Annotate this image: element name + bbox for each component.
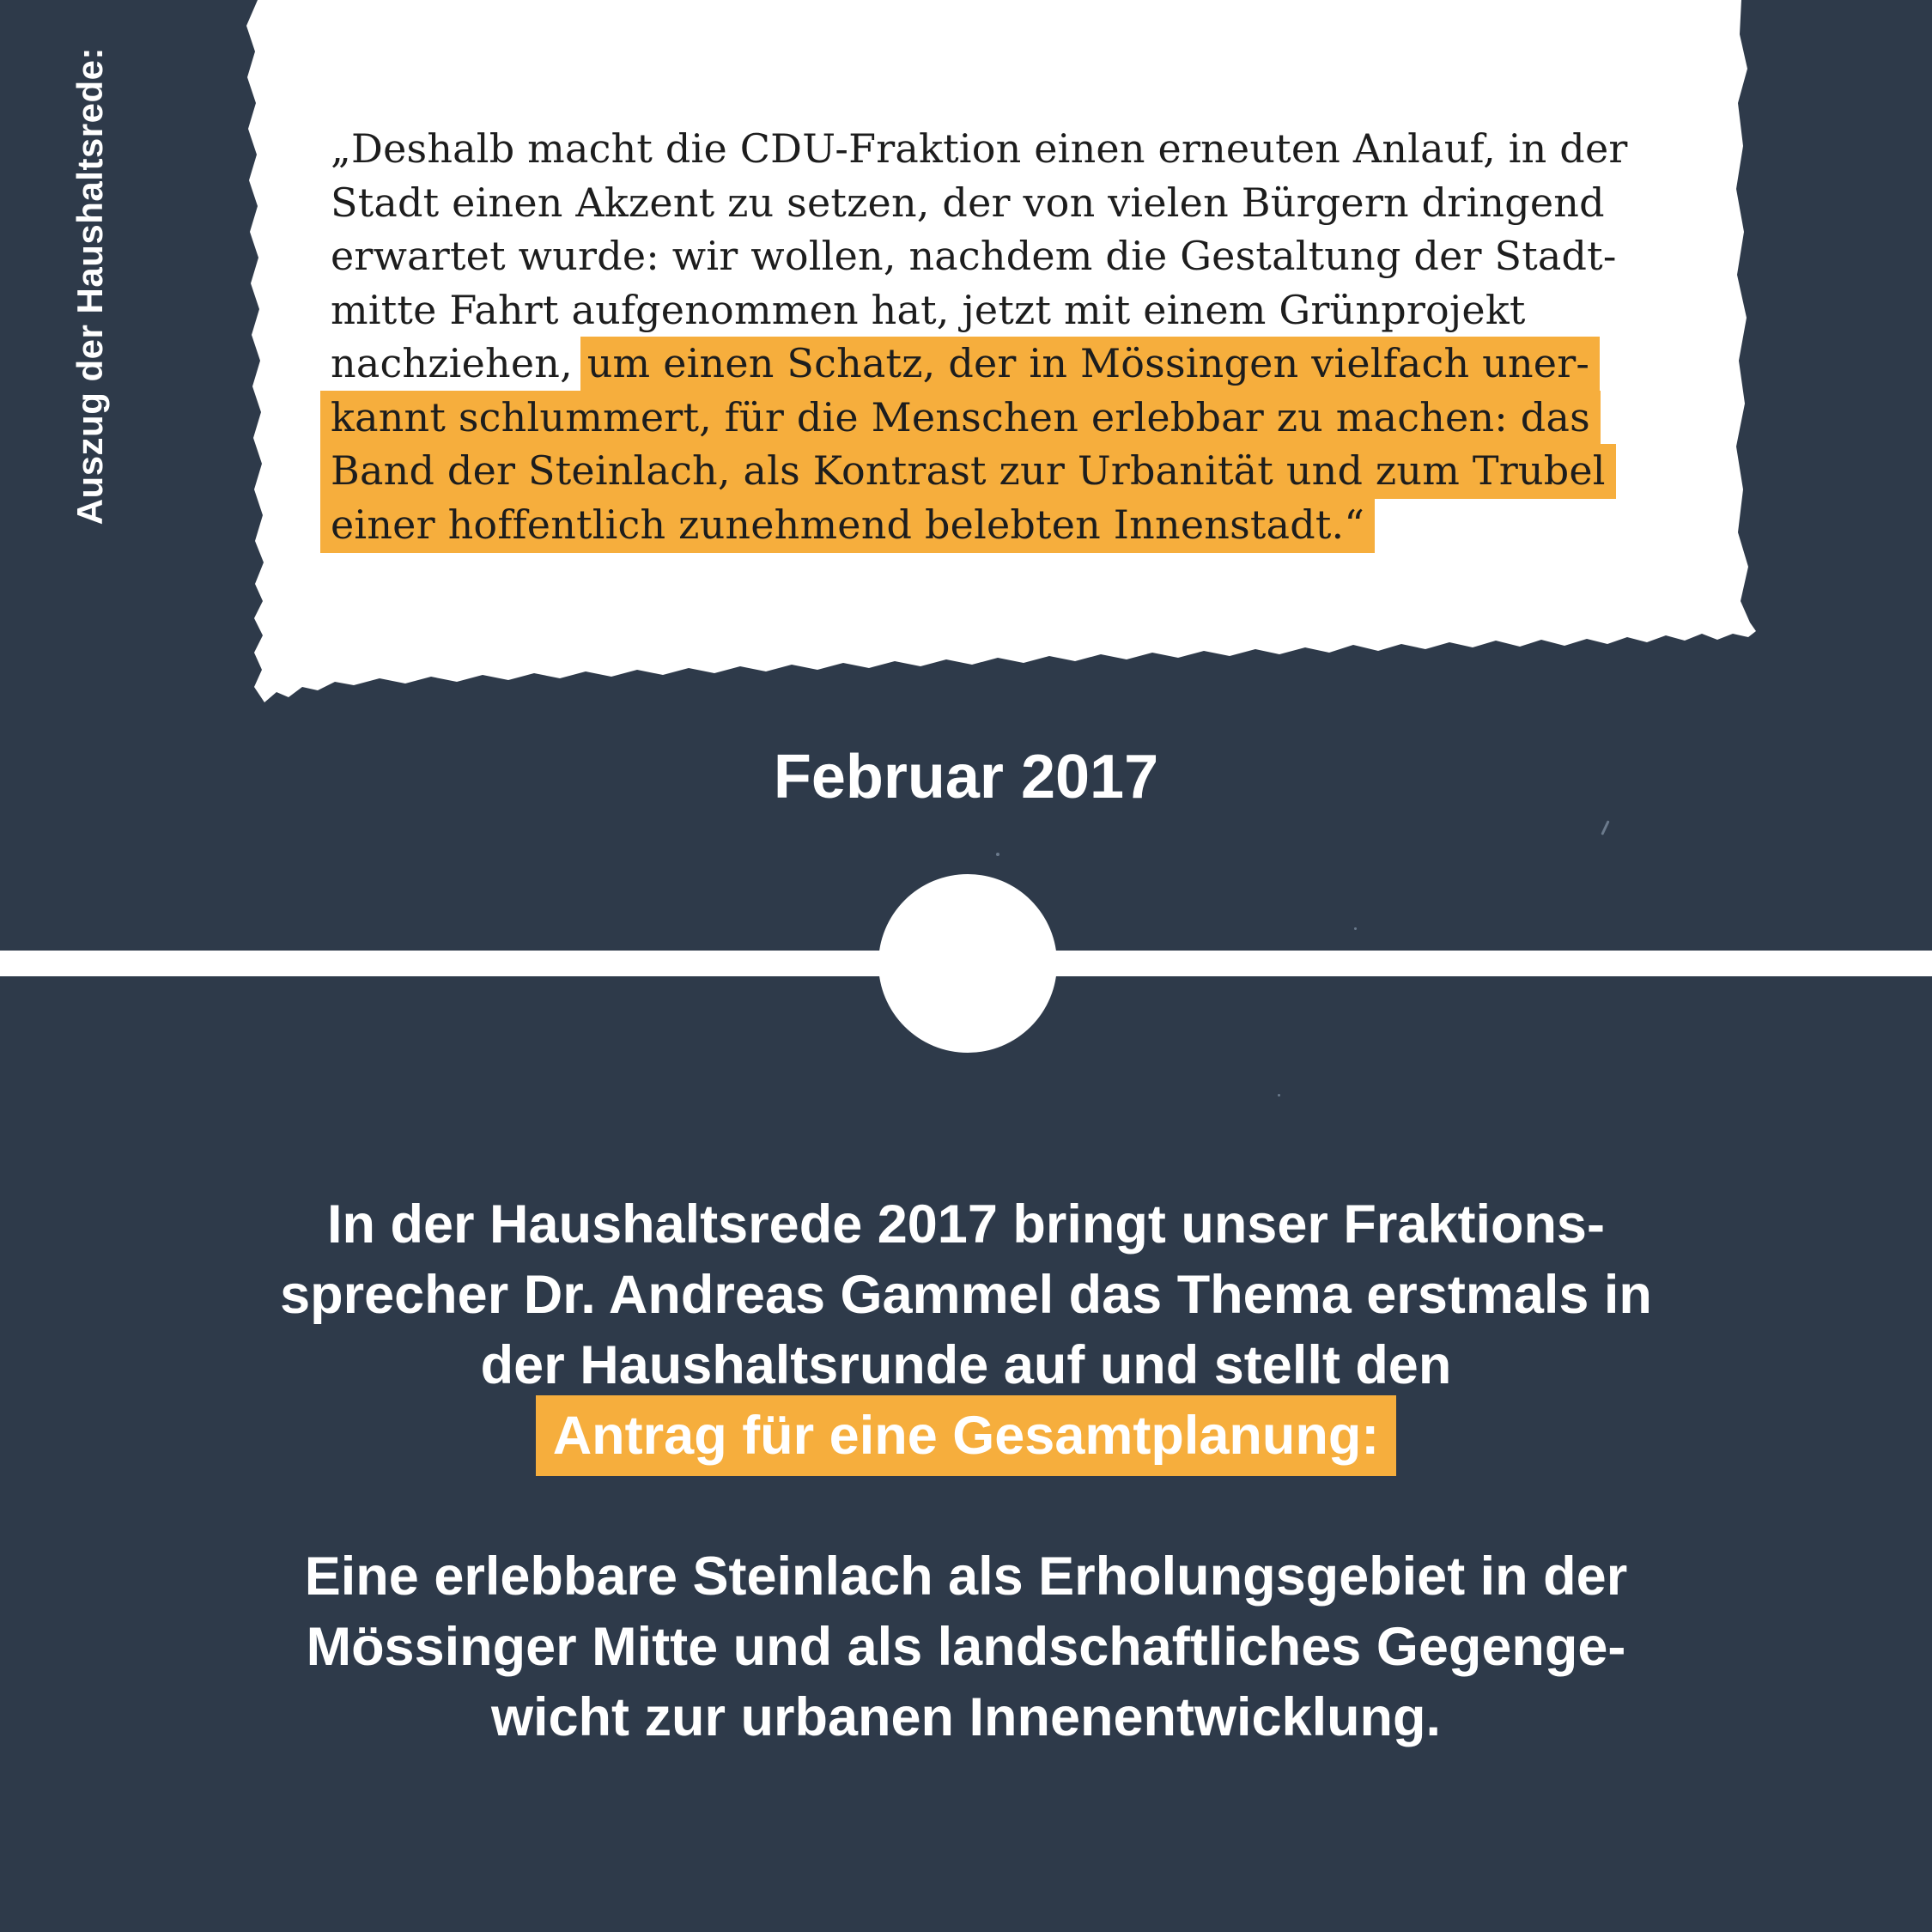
quote-highlight-start: um einen Schatz, der in Mössingen vielfach uner- bbox=[580, 337, 1600, 392]
accent-badge: Antrag für eine Gesamtplanung: bbox=[536, 1395, 1397, 1476]
description-line-3: der Haushaltsrunde auf und stellt den bbox=[480, 1335, 1452, 1395]
quote-highlight-line: Band der Steinlach, als Kontrast zur Urbanität und zum Trubel bbox=[320, 444, 1616, 499]
quote-line-8 bbox=[331, 498, 1696, 552]
quote-highlight-line: kannt schlummert, für die Menschen erlebbar zu machen: das bbox=[320, 391, 1601, 446]
closing-line-2: Mössinger Mitte und als landschaftliches Gegenge- bbox=[306, 1617, 1626, 1677]
quote-line-1: „Deshalb macht die CDU-Fraktion einen erneuten Anlauf, in der bbox=[331, 125, 1628, 172]
decorative-speck bbox=[1354, 927, 1357, 930]
quote-line-5-plain: nachziehen, bbox=[331, 340, 573, 386]
timeline-dot bbox=[878, 874, 1057, 1053]
quote-highlight-line: einer hoffentlich zunehmend belebten Innenstadt.“ bbox=[320, 498, 1375, 553]
quote-block bbox=[331, 122, 1696, 551]
timeline-date: Februar 2017 bbox=[773, 743, 1159, 811]
description-line-1: In der Haushaltsrede 2017 bringt unser Fraktions- bbox=[327, 1194, 1605, 1255]
quote-line-2: Stadt einen Akzent zu setzen, der von vielen Bürgern dringend bbox=[331, 179, 1605, 226]
closing-line-1: Eine erlebbare Steinlach als Erholungsgebiet in der bbox=[304, 1546, 1628, 1607]
side-label: Auszug der Haushaltsrede: bbox=[70, 47, 110, 526]
quote-line-7 bbox=[331, 444, 1696, 498]
decorative-speck bbox=[996, 853, 999, 856]
closing-line-3: wicht zur urbanen Innenentwicklung. bbox=[490, 1687, 1442, 1747]
description-block bbox=[0, 1189, 1932, 1753]
quote-line-3: erwartet wurde: wir wollen, nachdem die Gestaltung der Stadt- bbox=[331, 233, 1617, 279]
spacer bbox=[0, 1471, 1932, 1541]
quote-line-4: mitte Fahrt aufgenommen hat, jetzt mit einem Grünprojekt bbox=[331, 286, 1526, 333]
quote-line-5 bbox=[331, 337, 1696, 391]
decorative-speck bbox=[1278, 1094, 1280, 1097]
description-line-2: sprecher Dr. Andreas Gammel das Thema erstmals in bbox=[280, 1265, 1652, 1325]
accent-line bbox=[0, 1400, 1932, 1471]
quote-line-6 bbox=[331, 391, 1696, 445]
